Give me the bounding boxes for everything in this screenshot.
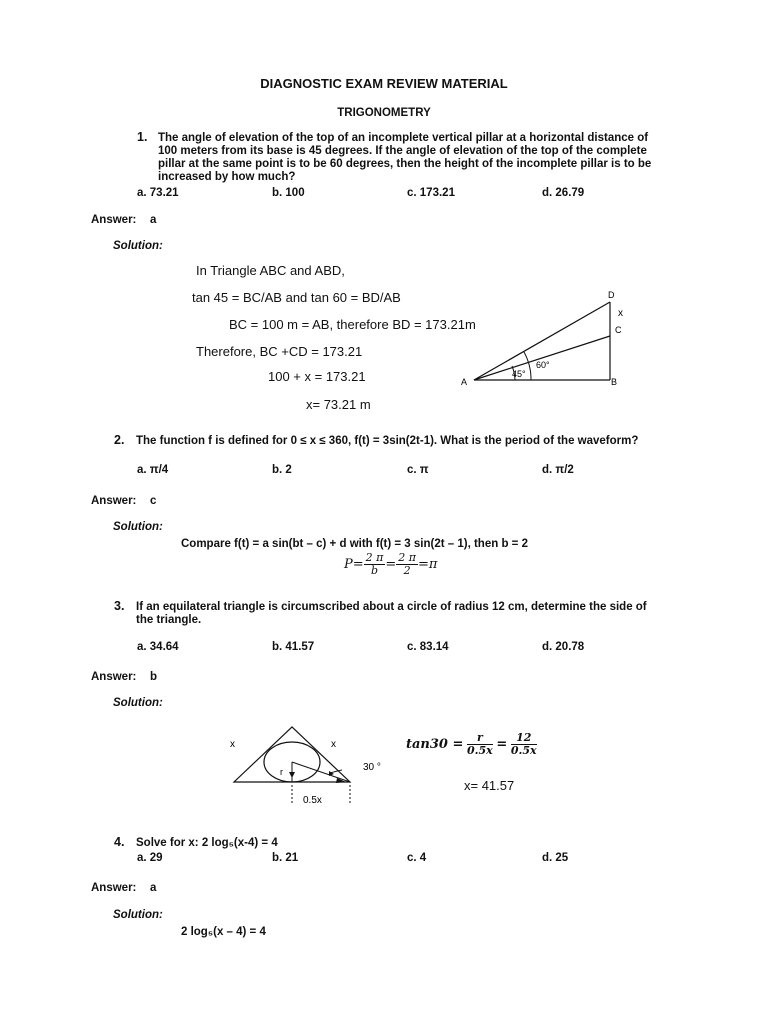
label-x-right: x xyxy=(331,739,336,750)
label-x: x xyxy=(618,308,623,319)
q2-formula-f1-den: b xyxy=(370,564,379,578)
label-c: C xyxy=(615,325,622,335)
q4-answer-label: Answer: xyxy=(91,882,137,894)
q4-choice-c: c. 4 xyxy=(407,852,427,864)
q4-choice-b: b. 21 xyxy=(272,852,299,864)
q2-period-formula xyxy=(344,552,437,577)
q4-choice-d: d. 25 xyxy=(542,852,569,864)
q3-formula-eq: = xyxy=(496,737,508,753)
q1-choice-a: a. 73.21 xyxy=(137,187,179,199)
q4-solution-label: Solution: xyxy=(113,909,163,921)
q2-answer-value: c xyxy=(150,495,157,507)
q1-solution-label: Solution: xyxy=(113,240,163,252)
q2-choice-a: a. π/4 xyxy=(137,464,169,476)
page-subtitle: TRIGONOMETRY xyxy=(337,107,431,119)
q4-choice-a: a. 29 xyxy=(137,852,163,864)
q2-text: The function f is defined for 0 ≤ x ≤ 360, f(t) = 3sin(2t-1). What is the period of the waveform? xyxy=(136,435,639,447)
label-half-x: 0.5x xyxy=(303,795,322,806)
q2-formula-lhs: P= xyxy=(344,557,364,573)
q1-solution-line4: Therefore, BC +CD = 173.21 xyxy=(196,344,363,359)
q2-choice-d: d. π/2 xyxy=(542,464,574,476)
q2-choice-c: c. π xyxy=(407,464,429,476)
q2-formula-rhs: =π xyxy=(418,557,438,573)
q4-answer-value: a xyxy=(150,882,157,894)
q2-formula-f1-num: 2 π xyxy=(365,551,384,564)
q3-answer-label: Answer: xyxy=(91,671,137,683)
q1-solution-line6: x= 73.21 m xyxy=(306,397,371,412)
label-d: D xyxy=(608,290,615,300)
q1-solution-line5: 100 + x = 173.21 xyxy=(268,369,366,384)
q3-choice-c: c. 83.14 xyxy=(407,641,449,653)
q3-formula-f1-num: r xyxy=(467,732,493,745)
label-a: A xyxy=(461,377,468,387)
q2-solution-label: Solution: xyxy=(113,521,163,533)
q1-text-line2: 100 meters from its base is 45 degrees. If the angle of elevation of the top of the complete xyxy=(158,145,647,157)
q3-tan-formula xyxy=(406,732,537,757)
q3-triangle-diagram xyxy=(225,722,395,820)
q1-choice-c: c. 173.21 xyxy=(407,187,455,199)
q3-result: x= 41.57 xyxy=(464,778,515,793)
q2-compare: Compare f(t) = a sin(bt – c) + d with f(t) = 3 sin(2t – 1), then b = 2 xyxy=(181,538,528,550)
q4-number: 4. xyxy=(114,835,125,849)
q1-answer-value: a xyxy=(150,214,157,226)
q3-formula-f2-num: 12 xyxy=(511,732,537,745)
q1-choice-b: b. 100 xyxy=(272,187,305,199)
q3-text-line2: the triangle. xyxy=(136,614,202,626)
q4-text: Solve for x: 2 log₅(x-4) = 4 xyxy=(136,837,278,849)
q2-number: 2. xyxy=(114,433,125,447)
q2-formula-eq: = xyxy=(385,557,397,573)
q1-answer-label: Answer: xyxy=(91,214,137,226)
q1-solution-line3: BC = 100 m = AB, therefore BD = 173.21m xyxy=(229,317,476,332)
page-title: DIAGNOSTIC EXAM REVIEW MATERIAL xyxy=(260,76,508,91)
q3-formula-f2-den: 0.5x xyxy=(510,744,537,758)
q2-formula-f2-den: 2 xyxy=(403,564,411,578)
q3-text-line1: If an equilateral triangle is circumscribed about a circle of radius 12 cm, determine the side of xyxy=(136,601,647,613)
side-ac xyxy=(474,336,610,380)
radius-arrow xyxy=(289,772,295,778)
label-30: 30 ° xyxy=(363,762,381,773)
q3-answer-value: b xyxy=(150,671,158,683)
q1-solution-line1: In Triangle ABC and ABD, xyxy=(196,263,345,278)
q1-solution-line2: tan 45 = BC/AB and tan 60 = BD/AB xyxy=(192,290,401,305)
q1-text-line4: increased by how much? xyxy=(158,171,296,183)
q3-choice-b: b. 41.57 xyxy=(272,641,315,653)
bisector-line xyxy=(292,762,350,782)
q2-formula-f2-num: 2 π xyxy=(398,551,417,564)
q3-number: 3. xyxy=(114,599,125,613)
q1-text-line3: pillar at the same point is to be 60 degrees, then the height of the incomplete pillar is to be xyxy=(158,158,652,170)
label-45: 45° xyxy=(512,369,526,379)
label-r: r xyxy=(280,767,283,777)
q2-answer-label: Answer: xyxy=(91,495,137,507)
q1-triangle-diagram xyxy=(455,288,645,390)
q3-solution-label: Solution: xyxy=(113,697,163,709)
label-b: B xyxy=(611,377,618,387)
q3-formula-f1-den: 0.5x xyxy=(467,744,493,758)
label-60: 60° xyxy=(536,360,550,370)
q1-choice-d: d. 26.79 xyxy=(542,187,585,199)
q3-choice-a: a. 34.64 xyxy=(137,641,179,653)
q1-text-line1: The angle of elevation of the top of an incomplete vertical pillar at a horizontal distance of xyxy=(158,132,649,144)
q4-solution-line: 2 log₅(x – 4) = 4 xyxy=(181,926,266,938)
q2-choice-b: b. 2 xyxy=(272,464,292,476)
label-x-left: x xyxy=(230,739,235,750)
q1-number: 1. xyxy=(137,130,148,144)
q3-formula-lhs: tan30 = xyxy=(406,737,464,753)
q3-choice-d: d. 20.78 xyxy=(542,641,585,653)
